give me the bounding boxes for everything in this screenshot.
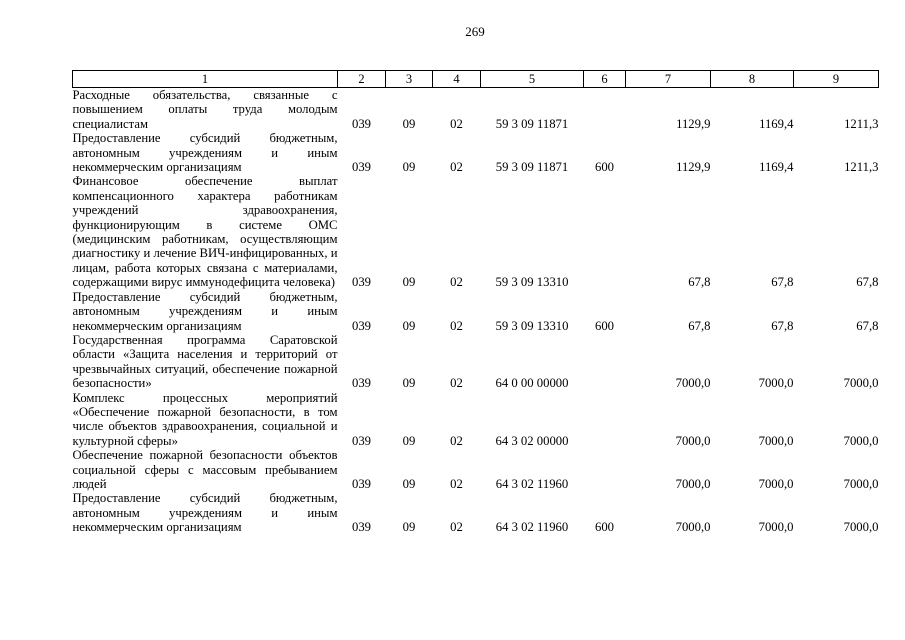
cell-description: Государственная программа Саратовской области «Защита населения и территорий от чрезвычайных ситуаций, обеспечение пожарной безопасности» bbox=[72, 332, 338, 391]
cell-expense-type: 600 bbox=[594, 160, 615, 175]
cell-description: Обеспечение пожарной безопасности объектов социальной сферы с массовым пребыванием людей bbox=[72, 448, 338, 491]
cell-target-article: 64 3 02 11960 bbox=[495, 476, 569, 491]
header-col-4: 4 bbox=[433, 71, 481, 88]
header-col-1: 1 bbox=[73, 71, 338, 88]
cell-amount-3: 7000,0 bbox=[843, 433, 879, 448]
cell-razdel: 09 bbox=[402, 116, 416, 131]
table-row bbox=[73, 491, 879, 534]
cell-amount-3: 1211,3 bbox=[844, 116, 879, 131]
cell-amount-2: 1169,4 bbox=[759, 116, 794, 131]
header-col-6: 6 bbox=[584, 71, 626, 88]
cell-amount-1: 7000,0 bbox=[675, 433, 711, 448]
header-col-2: 2 bbox=[338, 71, 386, 88]
cell-razdel: 09 bbox=[402, 433, 416, 448]
cell-grbs: 039 bbox=[351, 116, 372, 131]
cell-description: Комплекс процессных мероприятий «Обеспечение пожарной безопасности, в том числе объектов здравоохранения, социальной и культурной сферы» bbox=[72, 390, 338, 448]
table-header-row bbox=[73, 71, 879, 88]
table-row bbox=[73, 448, 879, 491]
cell-amount-1: 1129,9 bbox=[676, 160, 711, 175]
cell-expense-type: 600 bbox=[594, 318, 615, 333]
cell-razdel: 09 bbox=[402, 520, 416, 535]
cell-grbs: 039 bbox=[351, 520, 372, 535]
cell-grbs: 039 bbox=[351, 433, 372, 448]
cell-grbs: 039 bbox=[351, 376, 372, 391]
cell-amount-2: 7000,0 bbox=[758, 476, 794, 491]
cell-podrazdel: 02 bbox=[450, 476, 463, 491]
cell-amount-3: 7000,0 bbox=[843, 520, 879, 535]
cell-amount-2: 67,8 bbox=[771, 318, 794, 333]
header-col-3: 3 bbox=[386, 71, 433, 88]
cell-grbs: 039 bbox=[351, 160, 372, 175]
cell-amount-3: 67,8 bbox=[856, 275, 879, 290]
table-row bbox=[73, 391, 879, 449]
cell-expense-type bbox=[584, 174, 626, 289]
cell-target-article: 59 3 09 13310 bbox=[495, 275, 569, 290]
header-col-7: 7 bbox=[626, 71, 711, 88]
table-row bbox=[73, 131, 879, 174]
cell-podrazdel: 02 bbox=[450, 160, 463, 175]
cell-amount-2: 7000,0 bbox=[758, 433, 794, 448]
cell-razdel: 09 bbox=[402, 476, 416, 491]
cell-razdel: 09 bbox=[402, 376, 416, 391]
cell-expense-type bbox=[584, 391, 626, 449]
cell-expense-type: 600 bbox=[594, 520, 615, 535]
page-number: 269 bbox=[465, 24, 485, 39]
cell-amount-1: 7000,0 bbox=[675, 376, 711, 391]
cell-amount-2: 1169,4 bbox=[759, 160, 794, 175]
cell-amount-1: 1129,9 bbox=[676, 116, 711, 131]
cell-podrazdel: 02 bbox=[450, 433, 463, 448]
cell-target-article: 59 3 09 11871 bbox=[495, 116, 569, 131]
cell-grbs: 039 bbox=[351, 275, 372, 290]
cell-amount-3: 67,8 bbox=[856, 318, 879, 333]
header-col-9: 9 bbox=[794, 71, 879, 88]
cell-description: Предоставление субсидий бюджетным, автономным учреждениям и иным некоммерческим организациям bbox=[72, 491, 338, 535]
cell-amount-1: 67,8 bbox=[688, 275, 711, 290]
table-header bbox=[73, 71, 879, 88]
cell-target-article: 64 3 02 00000 bbox=[495, 433, 569, 448]
cell-amount-1: 67,8 bbox=[688, 318, 711, 333]
budget-table bbox=[72, 70, 879, 535]
header-col-8: 8 bbox=[711, 71, 794, 88]
cell-amount-3: 1211,3 bbox=[844, 160, 879, 175]
table-row bbox=[73, 88, 879, 132]
cell-podrazdel: 02 bbox=[450, 520, 463, 535]
cell-target-article: 59 3 09 13310 bbox=[495, 318, 569, 333]
cell-description: Предоставление субсидий бюджетным, автономным учреждениям и иным некоммерческим организациям bbox=[72, 131, 338, 175]
cell-target-article: 64 3 02 11960 bbox=[495, 520, 569, 535]
table-row bbox=[73, 174, 879, 289]
cell-grbs: 039 bbox=[351, 318, 372, 333]
cell-razdel: 09 bbox=[402, 160, 416, 175]
cell-podrazdel: 02 bbox=[450, 116, 463, 131]
cell-podrazdel: 02 bbox=[450, 318, 463, 333]
header-col-5: 5 bbox=[481, 71, 584, 88]
cell-description: Предоставление субсидий бюджетным, автономным учреждениям и иным некоммерческим организациям bbox=[72, 289, 338, 333]
table-row bbox=[73, 333, 879, 391]
cell-target-article: 59 3 09 11871 bbox=[495, 160, 569, 175]
cell-podrazdel: 02 bbox=[450, 275, 463, 290]
cell-amount-2: 67,8 bbox=[771, 275, 794, 290]
table-body bbox=[73, 88, 879, 535]
cell-razdel: 09 bbox=[402, 275, 416, 290]
cell-description: Финансовое обеспечение выплат компенсационного характера работникам учреждений здравоохранения, функционирующим в системе ОМС (медицинским работникам, осуществляющим диагностику и лечение ВИЧ-инфицированных, и лицам, работа которых связана с материалами, содержащими вирус иммунодефицита человека) bbox=[72, 174, 338, 290]
cell-amount-3: 7000,0 bbox=[843, 376, 879, 391]
cell-grbs: 039 bbox=[351, 476, 372, 491]
cell-expense-type bbox=[584, 333, 626, 391]
cell-amount-1: 7000,0 bbox=[675, 520, 711, 535]
cell-amount-2: 7000,0 bbox=[758, 376, 794, 391]
cell-expense-type bbox=[584, 88, 626, 132]
cell-target-article: 64 0 00 00000 bbox=[495, 376, 569, 391]
cell-amount-1: 7000,0 bbox=[675, 476, 711, 491]
cell-description: Расходные обязательства, связанные с повышением оплаты труда молодым специалистам bbox=[72, 88, 338, 131]
table-row bbox=[73, 290, 879, 333]
cell-podrazdel: 02 bbox=[450, 376, 463, 391]
cell-expense-type bbox=[584, 448, 626, 491]
cell-razdel: 09 bbox=[402, 318, 416, 333]
cell-amount-3: 7000,0 bbox=[843, 476, 879, 491]
cell-amount-2: 7000,0 bbox=[758, 520, 794, 535]
